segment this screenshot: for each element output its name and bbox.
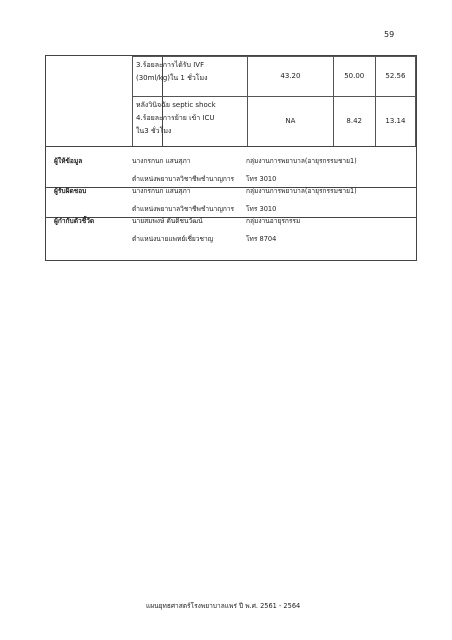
contact-group: กลุ่มงานการพยาบาล(อายุรกรรมชาย1) — [246, 187, 357, 195]
metric-label-line: 3.ร้อยละการได้รับ IVF — [136, 61, 205, 69]
contact-group: กลุ่มงานอายุรกรรม — [246, 217, 301, 225]
page-number: 59 — [384, 30, 395, 39]
row-divider — [46, 217, 416, 218]
metric-label — [133, 57, 248, 97]
row-divider — [46, 146, 416, 147]
contact-name: นางกรกนก แสนสุภา — [132, 157, 191, 165]
indicator-table — [45, 55, 417, 261]
metric-row — [133, 57, 416, 97]
contact-name: นางกรกนก แสนสุภา — [132, 187, 191, 195]
metric-value: 50.00 — [333, 57, 375, 97]
metric-value: NA — [248, 97, 334, 147]
contact-position: ตำแหน่งพยาบาลวิชาชีพชำนาญการ — [132, 175, 235, 183]
metric-value: 8.42 — [333, 97, 375, 147]
contact-label: ผู้รับผิดชอบ — [54, 187, 87, 195]
metric-value: 52.56 — [375, 57, 415, 97]
metric-row — [133, 97, 416, 147]
contact-label: ผู้กำกับตัวชี้วัด — [54, 217, 95, 225]
contact-label: ผู้ให้ข้อมูล — [54, 157, 83, 165]
metric-table — [132, 56, 416, 147]
metric-label-line: หลังวินิจฉัย septic shock — [136, 101, 216, 109]
metric-label-line: (30ml/kg)ใน 1 ชั่วโมง — [136, 74, 208, 82]
contact-group: กลุ่มงานการพยาบาล(อายุรกรรมชาย1) — [246, 157, 357, 165]
metric-label-line: ใน3 ชั่วโมง — [136, 127, 172, 135]
contact-position: ตำแหน่งพยาบาลวิชาชีพชำนาญการ — [132, 205, 235, 213]
page-footer: แผนยุทธศาสตร์โรงพยาบาลแพร่ ปี พ.ศ. 2561 - 2564 — [146, 602, 301, 610]
metric-value: 13.14 — [375, 97, 415, 147]
contact-phone: โทร 3010 — [246, 175, 277, 183]
metric-value: 43.20 — [248, 57, 334, 97]
row-divider — [46, 187, 416, 188]
metric-label — [133, 97, 248, 147]
metric-label-line: 4.ร้อยละการย้าย เข้า ICU — [136, 114, 215, 122]
contact-name: นายสมพงษ์ ตันติชนวัฒน์ — [132, 217, 203, 225]
contact-position: ตำแหน่งนายแพทย์เชี่ยวชาญ — [132, 235, 214, 243]
contact-phone: โทร 8704 — [246, 235, 277, 243]
contact-phone: โทร 3010 — [246, 205, 277, 213]
